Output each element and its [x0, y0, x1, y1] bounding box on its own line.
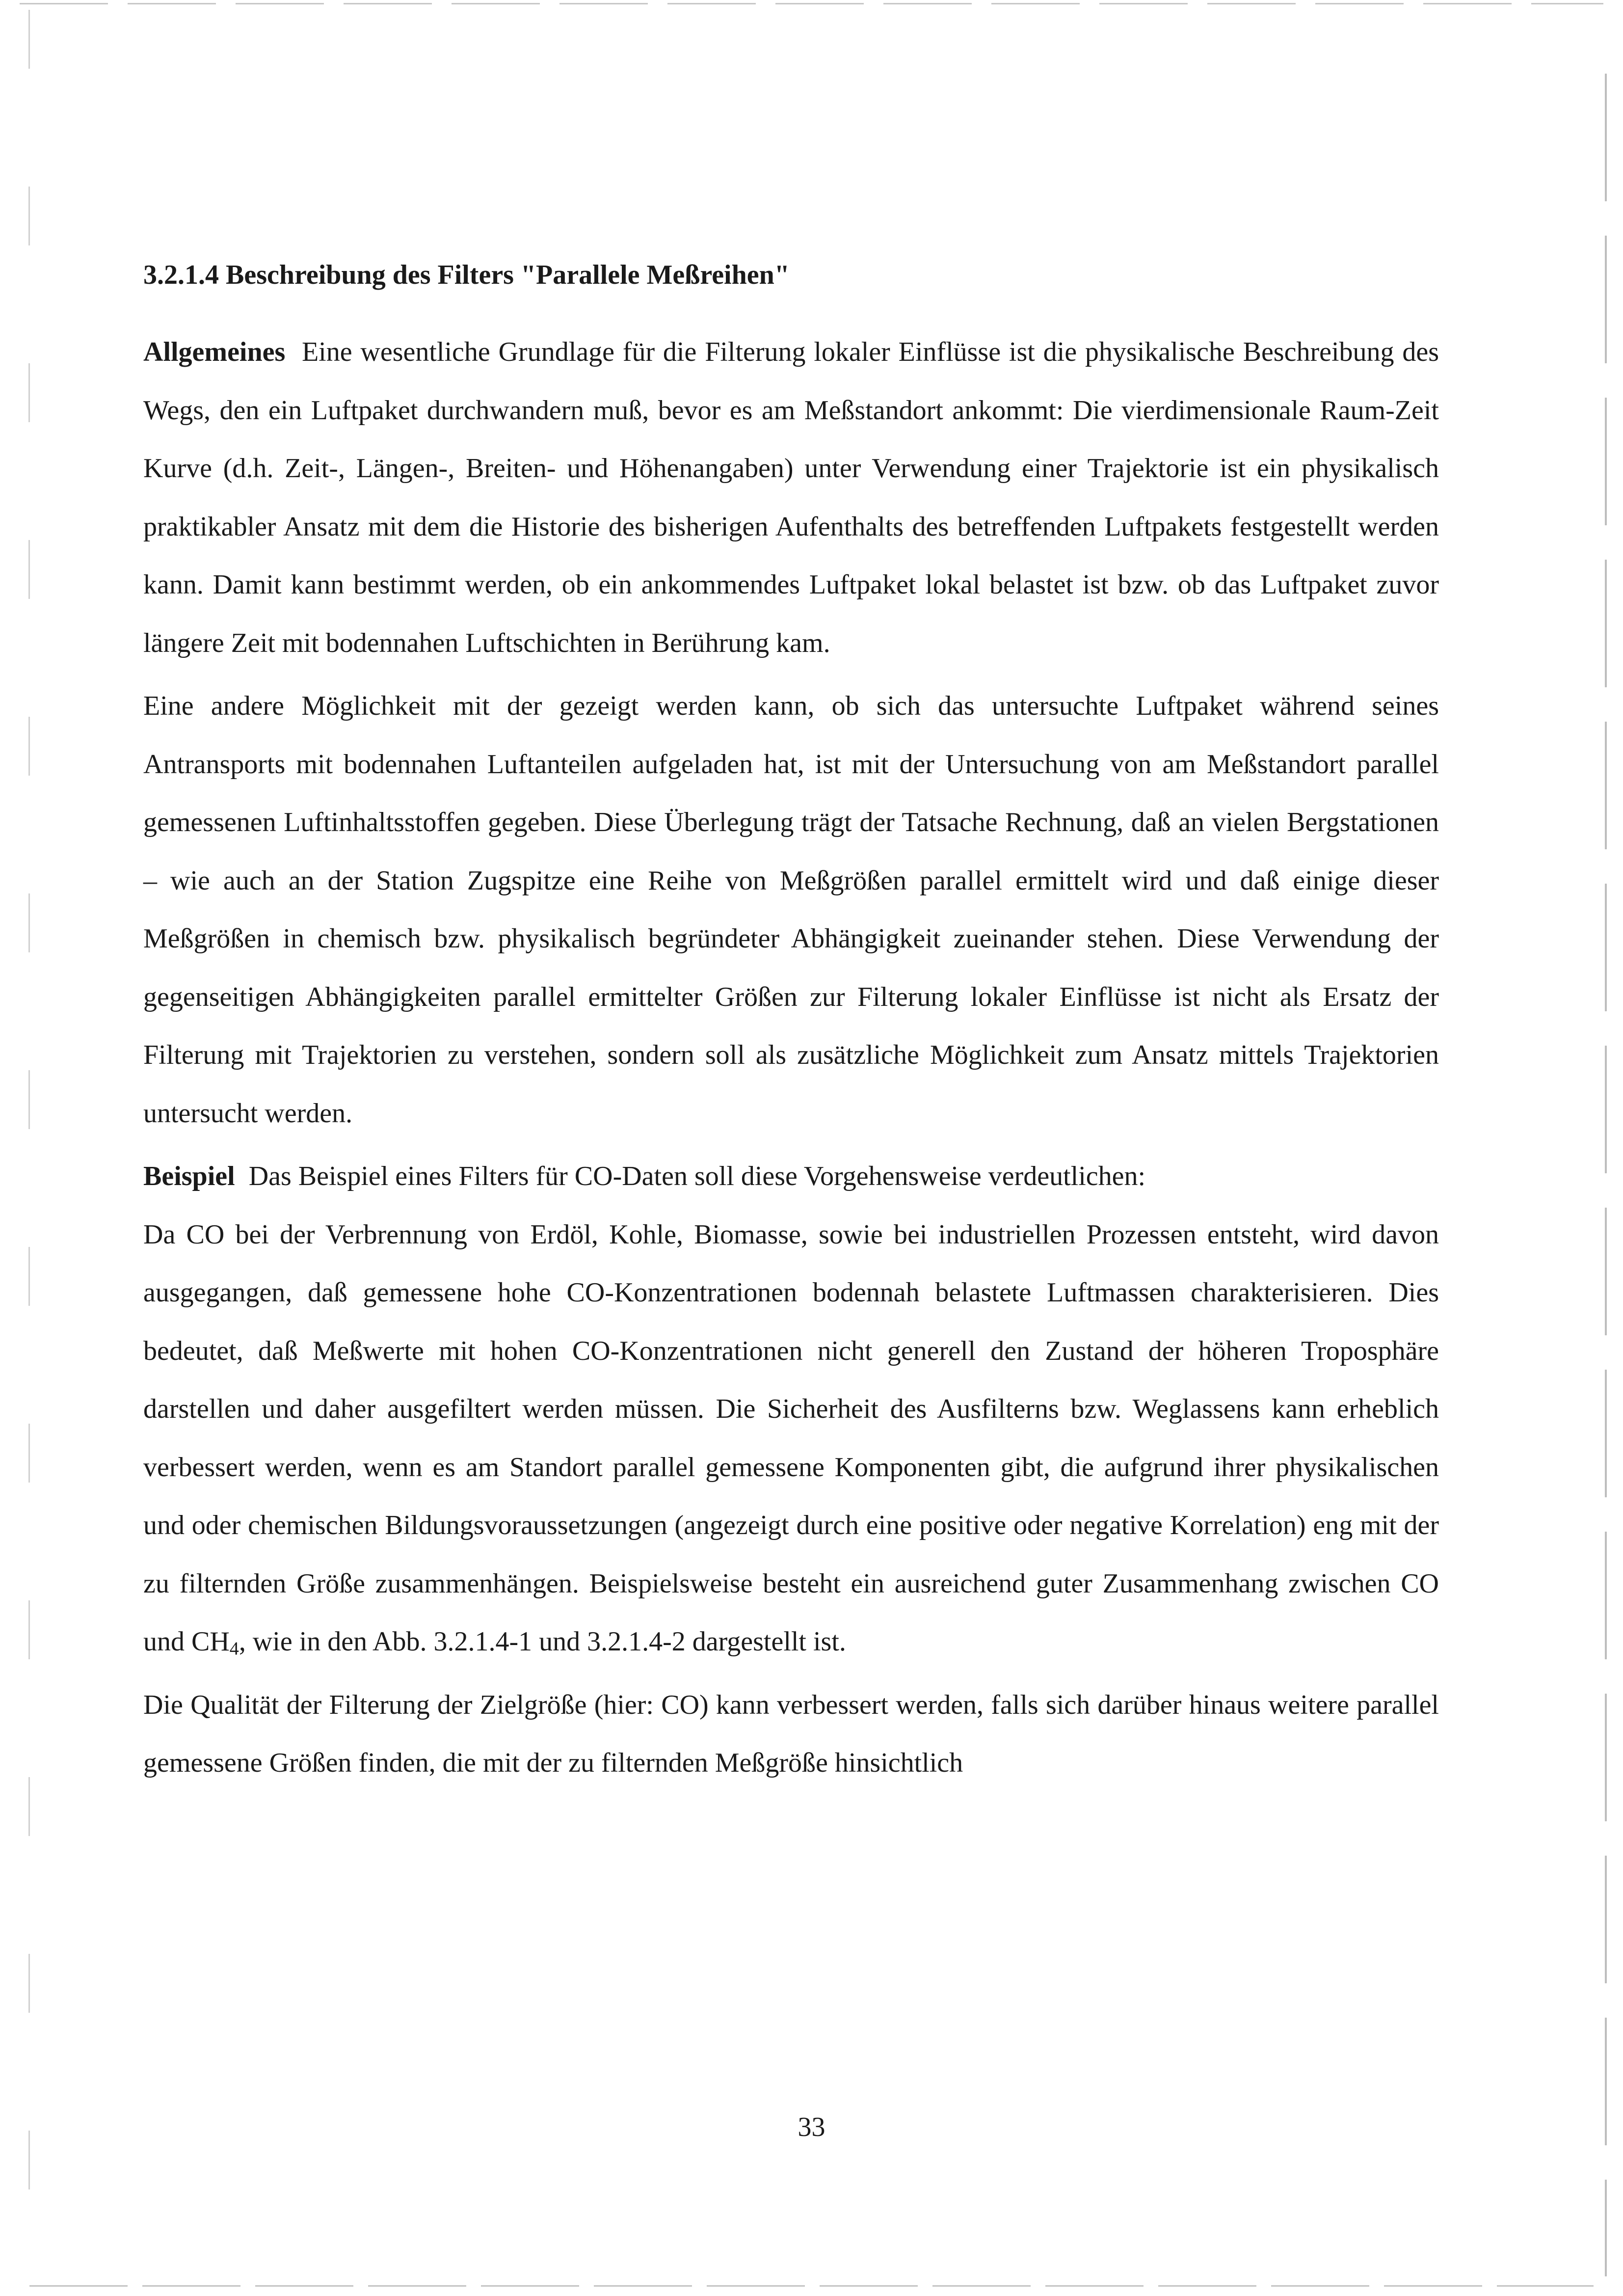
- page-number: 33: [798, 2112, 825, 2142]
- scan-edge-left: [28, 10, 30, 2276]
- section-heading: 3.2.1.4 Beschreibung des Filters "Parallele Meßreihen": [143, 260, 790, 290]
- scan-edge-top: [20, 3, 1603, 4]
- subscript: 4: [229, 1638, 239, 1659]
- paragraph-qualitaet: [143, 1676, 1439, 1792]
- paragraph-moeglichkeit: [143, 677, 1439, 1142]
- paragraph-lead-beispiel: Beispiel: [143, 1161, 235, 1191]
- paragraph-text: Da CO bei der Verbrennung von Erdöl, Kohle, Biomasse, sowie bei industriellen Prozessen entsteht, wird davon ausgegangen, daß gemessene hohe CO-Konzentrationen bodennah belastete Luftmassen charakterisieren. Dies bedeutet, daß Meßwerte mit hohen CO-Konzentrationen nicht generell den Zustand der höheren Troposphäre darstellen und daher ausgefiltert werden müssen. Die Sicherheit des Ausfilterns bzw. Weglassens kann erheblich verbessert werden, wenn es am Standort parallel gemessene Komponenten gibt, die aufgrund ihrer physikalischen und oder chemischen Bildungsvoraussetzungen (angezeigt durch eine positive oder negative Korrelation) eng mit der zu filternden Größe zusammenhängen. Beispielsweise besteht ein ausreichend guter Zusammenhang zwischen CO und CH: [143, 1219, 1439, 1657]
- paragraph-text: , wie in den Abb. 3.2.1.4-1 und 3.2.1.4-2 dargestellt ist.: [239, 1626, 846, 1657]
- paragraph-text: Eine wesentliche Grundlage für die Filterung lokaler Einflüsse ist die physikalische Beschreibung des Wegs, den ein Luftpaket durchwandern muß, bevor es am Meßstandort ankommt: Die vierdimensionale Raum-Zeit Kurve (d.h. Zeit-, Längen-, Breiten- und Höhenangaben) unter Verwendung einer Trajektorie ist ein physikalisch praktikabler Ansatz mit dem die Historie des bisherigen Aufenthalts des betreffenden Luftpakets festgestellt werden kann. Damit kann bestimmt werden, ob ein ankommendes Luftpaket lokal belastet ist bzw. ob das Luftpaket zuvor längere Zeit mit bodennahen Luftschichten in Berührung kam.: [143, 337, 1439, 658]
- paragraph-allgemeines: [143, 323, 1439, 672]
- paragraph-text: Das Beispiel eines Filters für CO-Daten soll diese Vorgehensweise verdeutlichen:: [248, 1161, 1146, 1191]
- paragraph-text: Die Qualität der Filterung der Zielgröße (hier: CO) kann verbessert werden, falls sich darüber hinaus weitere parallel gemessene Größen finden, die mit der zu filternden Meßgröße hinsichtlich: [143, 1689, 1439, 1778]
- paragraph-lead-allgemeines: Allgemeines: [143, 337, 286, 367]
- paragraph-co-filter: [143, 1206, 1439, 1671]
- paragraph-text: Eine andere Möglichkeit mit der gezeigt werden kann, ob sich das untersuchte Luftpaket während seines Antransports mit bodennahen Luftanteilen aufgeladen hat, ist mit der Untersuchung von am Meßstandort parallel gemessenen Luftinhaltsstoffen gegeben. Diese Überlegung trägt der Tatsache Rechnung, daß an vielen Bergstationen – wie auch an der Station Zugspitze eine Reihe von Meßgrößen parallel ermittelt wird und daß einige dieser Meßgrößen in chemisch bzw. physikalisch begründeter Abhängigkeit zueinander stehen. Diese Verwendung der gegenseitigen Abhängigkeiten parallel ermittelter Größen zur Filterung lokaler Einflüsse ist nicht als Ersatz der Filterung mit Trajektorien zu verstehen, sondern soll als zusätzliche Möglichkeit zum Ansatz mittels Trajektorien untersucht werden.: [143, 691, 1439, 1129]
- document-body: [143, 255, 1439, 1797]
- scan-edge-bottom: [29, 2285, 1594, 2287]
- scan-edge-right: [1605, 74, 1607, 2276]
- paragraph-beispiel: [143, 1147, 1439, 1206]
